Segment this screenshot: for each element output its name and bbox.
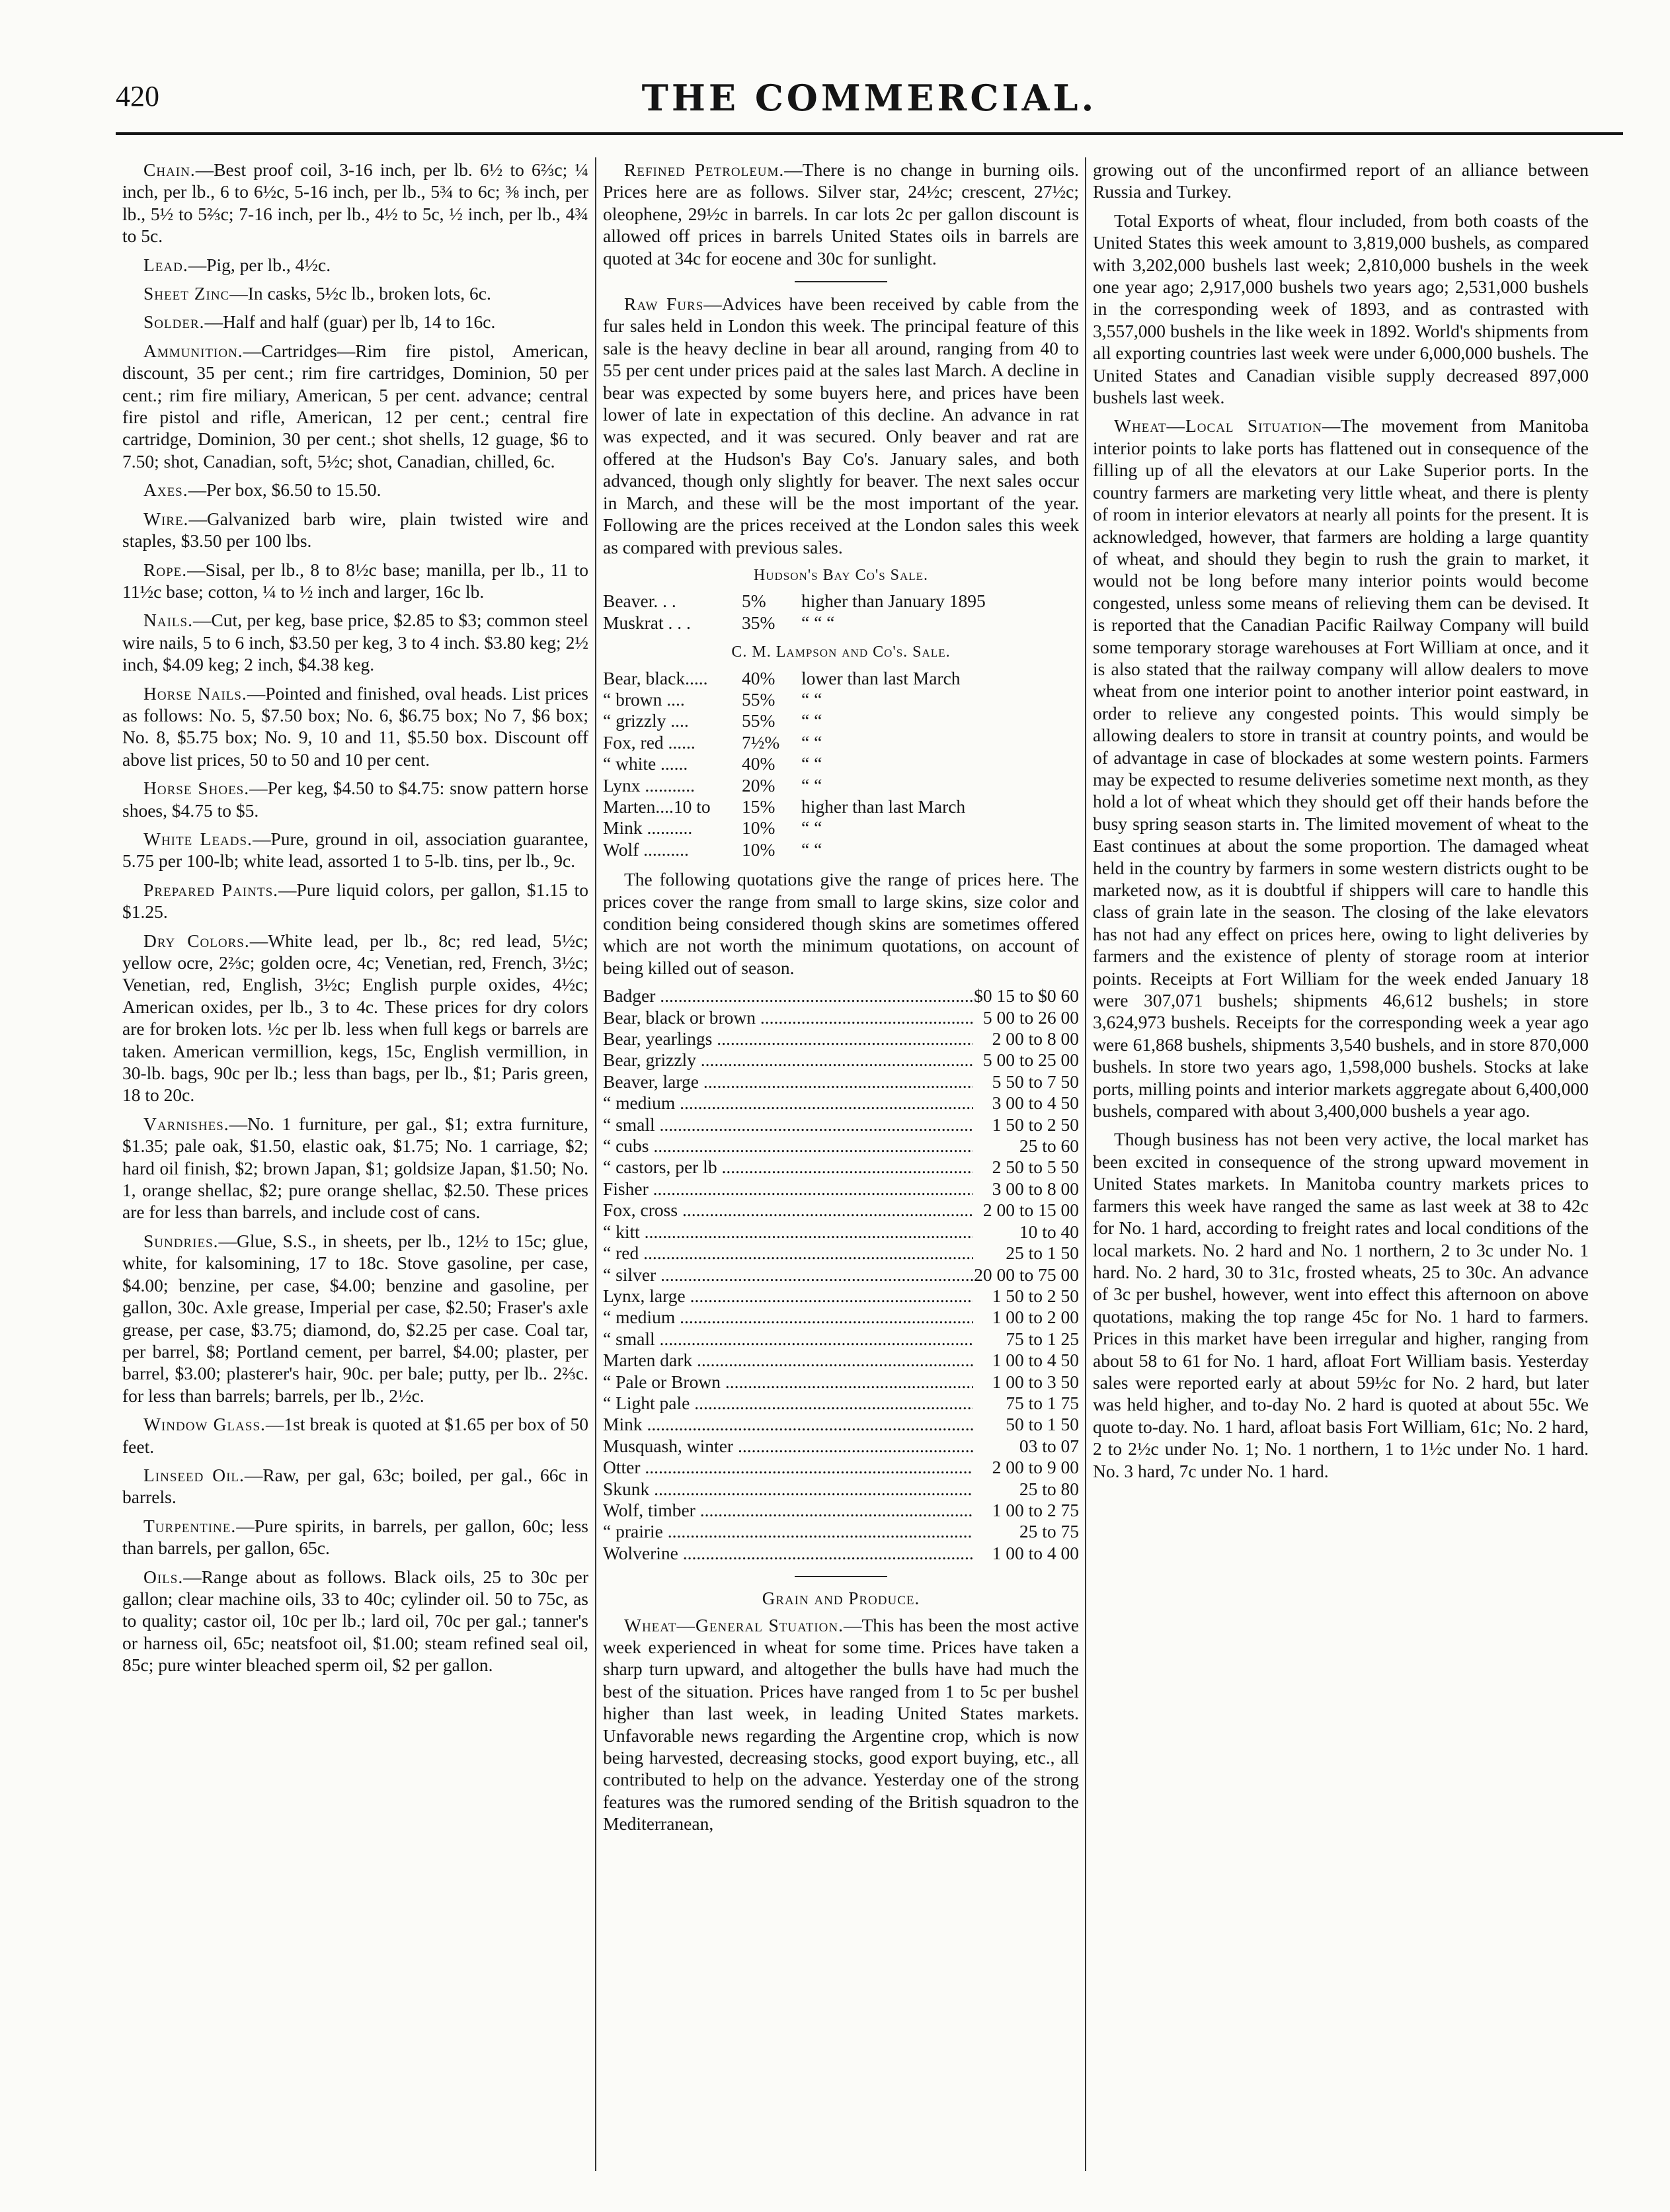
price-row: [603, 1264, 1079, 1286]
lampson-sale-heading: C. M. Lampson and Co's. Sale.: [731, 643, 951, 661]
price-range: 75 to 1 75: [1006, 1392, 1079, 1413]
column-divider: [1085, 157, 1086, 2171]
price-range: 75 to 1 25: [1006, 1328, 1079, 1349]
comparison-note: “ “ “: [801, 612, 835, 633]
paragraph-quotations-intro: The following quotations give the range of prices here. The prices cover the range from small to large skins, size color and condition being considered though skins are sometimes offered which are not worth the minimum quotations, on account of being killed out of season.: [603, 869, 1079, 978]
price-range: 5 00 to 25 00: [982, 1049, 1079, 1071]
paragraph-sundries: Sundries.—Glue, S.S., in sheets, per lb., 12½ to 15c; glue, white, for kalsomining, 17 to 18c. Stove gasoline, per case, $4.00; benzine, per case, $4.00; benzine and gasoline, per gallon, 30c. Axle grease, Imperial per case, $2.50; Fraser's axle grease, per case, $3.75; diamond, do, $2.25 per case. Coal tar, per barrel, $8; Portland cement, per barrel, $4.00; plaster, per barrel, $3.00; plasterer's hair, 90c. per bale; putty, per lb.. 2⅔c. for less than barrels; barrels, per lb., 2½c.: [122, 1230, 588, 1406]
section-divider: [795, 1576, 887, 1577]
price-row: [603, 1221, 1079, 1243]
masthead-title: THE COMMERCIAL.: [641, 77, 1097, 119]
sale-row: [603, 689, 1079, 710]
percent-change: 5%: [742, 591, 766, 612]
fur-name: “ prairie .....: [603, 1521, 973, 1542]
hbc-sale-heading: Hudson's Bay Co's Sale.: [753, 566, 929, 584]
column-furs: [603, 159, 1079, 1842]
price-range: 5 50 to 7 50: [992, 1071, 1079, 1092]
paragraph-horse-shoes: Horse Shoes.—Per keg, $4.50 to $4.75: snow pattern horse shoes, $4.75 to $5.: [122, 778, 588, 821]
comparison-note: lower than last March: [801, 667, 961, 688]
fur-name: Lynx ...........: [603, 774, 696, 796]
price-range: 25 to 75: [1019, 1521, 1079, 1542]
comparison-note: “ “: [801, 753, 822, 774]
paragraph-dry-colors: Dry Colors.—White lead, per lb., 8c; red lead, 5½c; yellow ocre, 2⅔c; golden ocre, 4c; Venetian, red, French, 3½c; Venetian, red, English, 3½c; English purple oxides, 4½c; American oxides, per lb., 3 to 4c. These prices for dry colors are for broken lots. ½c per lb. less when full kegs or barrels are taken. American vermillion, kegs, 15c, English vermillion, in 30-lb. bags, 90c per lb.; less than bags, per lb., $1; Paris green, 18 to 20c.: [122, 930, 588, 1106]
fur-name: “ small .....: [603, 1114, 973, 1135]
percent-change: 10%: [742, 839, 775, 860]
comparison-note: “ “: [801, 774, 822, 796]
paragraph-refined-petroleum: Refined Petroleum.—There is no change in burning oils. Prices here are as follows. Silver star, 24½c; crescent, 27½c; oleophene, 29½c in barrels. In car lots 2c per gallon discount is allowed off prices in barrels United States oils in barrels are quoted at 34c for eocene and 30c for sunlight.: [603, 159, 1079, 268]
page-header: [116, 79, 1623, 126]
sale-row: [603, 668, 1079, 689]
sale-row: [603, 591, 1079, 612]
paragraph-turpentine: Turpentine.—Pure spirits, in barrels, per gallon, 60c; less than barrels, per gallon, 65c.: [122, 1515, 588, 1559]
fur-name: Fox, red ......: [603, 731, 696, 753]
column-hardware-prices: [122, 159, 588, 1683]
price-row: [603, 1521, 1079, 1542]
price-row: [603, 1200, 1079, 1221]
price-range: 1 00 to 3 50: [992, 1371, 1079, 1392]
lampson-sale-table: [603, 668, 1079, 861]
percent-change: 40%: [742, 753, 775, 774]
fur-name: Wolf, timber .....: [603, 1500, 973, 1521]
fur-name: “ medium .....: [603, 1307, 973, 1328]
column-wheat: [1093, 159, 1589, 1489]
fur-name: Bear, yearlings .....: [603, 1028, 973, 1049]
fur-name: Fox, cross .....: [603, 1200, 973, 1221]
price-row: [603, 1329, 1079, 1350]
price-row: [603, 1092, 1079, 1114]
paragraph-white-leads: White Leads.—Pure, ground in oil, association guarantee, 5.75 per 100-lb; white lead, assorted 1 to 5-lb. tins, per lb., 9c.: [122, 828, 588, 872]
price-range: 3 00 to 8 00: [992, 1178, 1079, 1199]
fur-name: Marten....10 to: [603, 796, 711, 817]
fur-name: “ red .....: [603, 1243, 973, 1264]
fur-name: “ grizzly ....: [603, 710, 689, 731]
fur-name: Badger .....: [603, 985, 973, 1006]
price-row: [603, 1543, 1079, 1564]
price-row: [603, 1457, 1079, 1478]
price-range: 1 00 to 4 50: [992, 1350, 1079, 1371]
paragraph-linseed-oil: Linseed Oil.—Raw, per gal, 63c; boiled, per gal., 66c in barrels.: [122, 1464, 588, 1508]
fur-name: Musquash, winter .....: [603, 1436, 973, 1457]
sale-row: [603, 732, 1079, 753]
comparison-note: higher than January 1895: [801, 591, 986, 612]
paragraph-raw-furs: Raw Furs—Advices have been received by cable from the fur sales held in London this week. The principal feature of this sale is the heavy decline in bear all around, ranging from 40 to 55 per cent under prices paid at the sales last March. A decline in bear was expected by some buyers here, and prices have been lower of late in expectation of this decline. An advance in rat was expected, and it was secured. Only beaver and rat are offered at the Hudson's Bay Co's. January sales, and both advanced, though only slightly for beaver. The next sales occur in March, and these will be the most important of the year. Following are the prices received at the London sales this week as compared with previous sales.: [603, 294, 1079, 557]
percent-change: 40%: [742, 667, 775, 688]
percent-change: 55%: [742, 710, 775, 731]
price-range: 2 00 to 9 00: [992, 1457, 1079, 1478]
percent-change: 10%: [742, 817, 775, 839]
price-range: 1 00 to 2 75: [992, 1499, 1079, 1520]
paragraph-rope: Rope.—Sisal, per lb., 8 to 8½c base; manilla, per lb., 11 to 11½c base; cotton, ¼ to ½ inch and larger, 16c lb.: [122, 559, 588, 602]
paragraph-ammunition: Ammunition.—Cartridges—Rim fire pistol, American, discount, 35 per cent.; rim fire cartridges, Dominion, 50 per cent.; rim fire miliary, American, 5 per cent. advance; central fire pistol and rifle, American, 12 per cent.; central fire cartridge, Dominion, 30 per cent.; shot shells, 12 guage, $6 to 7.50; shot, Canadian, soft, 5½c; shot, Canadian, chilled, 6c.: [122, 340, 588, 471]
paragraph-continued: growing out of the unconfirmed report of an alliance between Russia and Turkey.: [1093, 159, 1589, 202]
fur-name: Mink ..........: [603, 817, 693, 839]
sale-row: [603, 612, 1079, 634]
price-range: 1 50 to 2 50: [992, 1285, 1079, 1306]
price-row: [603, 985, 1079, 1006]
hbc-sale-table: [603, 591, 1079, 634]
price-range: 50 to 1 50: [1006, 1414, 1079, 1435]
fur-name: Beaver. . .: [603, 591, 676, 612]
comparison-note: higher than last March: [801, 796, 966, 817]
fur-name: “ silver .....: [603, 1264, 973, 1286]
price-row: [603, 1007, 1079, 1028]
fur-name: Otter .....: [603, 1457, 973, 1478]
price-row: [603, 1135, 1079, 1157]
sale-row: [603, 753, 1079, 774]
paragraph-prepared-paints: Prepared Paints.—Pure liquid colors, per gallon, $1.15 to $1.25.: [122, 879, 588, 922]
paragraph-axes: Axes.—Per box, $6.50 to 15.50.: [143, 479, 381, 501]
paragraph-wire: Wire.—Galvanized barb wire, plain twisted wire and staples, $3.50 per 100 lbs.: [122, 508, 588, 552]
fur-name: “ castors, per lb .....: [603, 1157, 973, 1178]
price-range: 25 to 1 50: [1006, 1243, 1079, 1264]
price-row: [603, 1436, 1079, 1457]
comparison-note: “ “: [801, 710, 822, 731]
fur-name: “ small .....: [603, 1329, 973, 1350]
price-range: 20 00 to 75 00: [974, 1264, 1079, 1285]
price-row: [603, 1157, 1079, 1178]
price-range: 2 00 to 8 00: [992, 1028, 1079, 1049]
percent-change: 55%: [742, 688, 775, 710]
fur-name: Wolf ..........: [603, 839, 689, 860]
fur-name: Muskrat . . .: [603, 612, 691, 633]
price-row: [603, 1372, 1079, 1393]
price-range: 1 00 to 2 00: [992, 1307, 1079, 1328]
price-range: 1 00 to 4 00: [992, 1542, 1079, 1563]
fur-price-table: [603, 985, 1079, 1564]
fur-name: Skunk .....: [603, 1479, 973, 1500]
paragraph-lead: Lead.—Pig, per lb., 4½c.: [143, 254, 331, 275]
percent-change: 15%: [742, 796, 775, 817]
paragraph-chain: Chain.—Best proof coil, 3-16 inch, per lb. 6½ to 6⅔c; ¼ inch, per lb., 6 to 6½c, 5-16 inch, per lb., 5¾ to 6c; ⅜ inch, per lb., 5½ to 5⅔c; 7-16 inch, per lb., 4½ to 5c, ½ inch, per lb., 4¾ to 5c.: [122, 159, 588, 247]
paragraph-total-exports: Total Exports of wheat, flour included, from both coasts of the United States this week amount to 3,819,000 bushels, as compared with 3,202,000 bushels last week; 2,810,000 bushels in the week one year ago; 2,917,000 bushels two years ago; 2,531,000 bushels in the corresponding week of 1893, and as contrasted with 3,557,000 bushels in the like week in 1892. World's shipments from all exporting countries last week were under 6,000,000 bushels. The United States and Canadian visible supply decreased 897,000 bushels last week.: [1093, 210, 1589, 408]
sale-row: [603, 796, 1079, 817]
section-divider: [795, 281, 887, 282]
price-row: [603, 1479, 1079, 1500]
price-row: [603, 1350, 1079, 1371]
paragraph-varnishes: Varnishes.—No. 1 furniture, per gal., $1; extra furniture, $1.35; pale oak, $1.50, elastic oak, $1.75; No. 1 carriage, $2; hard oil finish, $2; brown Japan, $1; goldsize Japan, $1.50; No. 1, orange shellac, $2; pure orange shellac, $2.50. These prices are for less than barrels, and include cost of cans.: [122, 1113, 588, 1223]
fur-name: Mink .....: [603, 1414, 973, 1435]
fur-name: “ cubs .....: [603, 1135, 973, 1157]
sale-row: [603, 839, 1079, 860]
price-range: 25 to 80: [1019, 1478, 1079, 1499]
fur-name: “ Pale or Brown .....: [603, 1372, 973, 1393]
price-range: 03 to 07: [1019, 1435, 1079, 1456]
comparison-note: “ “: [801, 731, 822, 753]
fur-name: “ white ......: [603, 753, 688, 774]
paragraph-solder: Solder.—Half and half (guar) per lb, 14 to 16c.: [143, 311, 496, 333]
fur-name: “ kitt .....: [603, 1221, 973, 1243]
paragraph-oils: Oils.—Range about as follows. Black oils, 25 to 30c per gallon; clear machine oils, 33 to 40c; cylinder oil. 50 to 75c, as to quality; castor oil, 10c per lb.; lard oil, 70c per gal.; tanner's or harness oil, 65c; neatsfoot oil, $1.00; steam refined seal oil, 85c; pure winter bleached sperm oil, $2 per gallon.: [122, 1566, 588, 1676]
paragraph-nails: Nails.—Cut, per keg, base price, $2.85 to $3; common steel wire nails, 5 to 6 inch, $3.50 per keg, 3 to 4 inch. $3.80 keg; 2½ inch, $4.09 keg; 2 inch, $4.38 keg.: [122, 610, 588, 675]
price-range: 2 00 to 15 00: [982, 1200, 1079, 1221]
fur-name: Lynx, large .....: [603, 1286, 973, 1307]
price-range: 5 00 to 26 00: [982, 1006, 1079, 1028]
percent-change: 7½%: [742, 731, 780, 753]
paragraph-sheet-zinc: Sheet Zinc—In casks, 5½c lb., broken lots, 6c.: [143, 283, 491, 304]
paragraph-wheat-local: Wheat—Local Situation—The movement from Manitoba interior points to lake ports has flattened out in consequence of the filling up of all the elevators at our Lake Superior ports. In the country farmers are marketing very little wheat, and there is plenty of room in interior elevators at nearly all points for the present. It is acknowledged, however, that farmers are holding a large quantity of wheat, and should they begin to rush the grain to market, it would not be long before many interior points would become congested, unless some means of relieving them can be devised. It is reported that the Canadian Pacific Railway Company will build some temporary storage warehouses at Fort William at once, and it is also stated that the railway company will allow dealers to move wheat from one interior point to another interior point eastward, in order to relieve any congested points. This would simply be allowing dealers to store in transit at country points, and would be of advantage in case of blockades at some western points. Farmers may be expected to resume deliveries sometime next month, as they hold a lot of wheat which they should get off their hands before the busy spring season starts in. The limited movement of wheat to the East continues at about the some proportion. The damaged wheat held in the country by farmers in some western districts ought to be marketed now, as it is doubtful if shippers will care to handle this class of grain late in the season. The closing of the lake elevators has not had any effect on prices here, owing to light deliveries by farmers and the existence of plenty of storage room at interior points. Receipts at Fort William for the week ended January 18 were 307,071 bushels; shipments 46,612 bushels; in store 3,624,973 bushels. Receipts for the corresponding week a year ago were 61,868 bushels, shipments 3,540 bushels, and in store 870,000 bushels. In store two years ago, 1,598,000 bushels. Stocks at lake ports, milling points and interior markets aggregate about 6,400,000 bushels, compared with about 3,400,000 bushels a year ago.: [1093, 415, 1589, 1122]
price-row: [603, 1071, 1079, 1092]
price-range: 3 00 to 4 50: [992, 1092, 1079, 1114]
price-row: [603, 1307, 1079, 1328]
sale-row: [603, 817, 1079, 839]
fur-name: Fisher .....: [603, 1178, 973, 1200]
price-row: [603, 1178, 1079, 1200]
price-row: [603, 1114, 1079, 1135]
paragraph-horse-nails: Horse Nails.—Pointed and finished, oval heads. List prices as follows: No. 5, $7.50 box; No. 6, $6.75 box; No 7, $6 box; No. 8, $5.75 box; No. 9, 10 and 11, $5.50 box. Discount off above list prices, 50 to 50 and 10 per cent.: [122, 682, 588, 770]
fur-name: “ medium .....: [603, 1092, 973, 1114]
comparison-note: “ “: [801, 688, 822, 710]
price-row: [603, 1243, 1079, 1264]
percent-change: 35%: [742, 612, 775, 633]
percent-change: 20%: [742, 774, 775, 796]
fur-name: Bear, black.....: [603, 667, 708, 688]
page-number: 420: [116, 80, 159, 112]
fur-name: Bear, black or brown .....: [603, 1007, 973, 1028]
column-divider: [595, 157, 596, 2171]
price-row: [603, 1414, 1079, 1435]
fur-name: Marten dark .....: [603, 1350, 973, 1371]
fur-name: Wolverine .....: [603, 1543, 973, 1564]
fur-name: “ Light pale .....: [603, 1393, 973, 1414]
grain-produce-heading: Grain and Produce.: [762, 1588, 920, 1609]
fur-name: Beaver, large .....: [603, 1071, 973, 1092]
price-range: 10 to 40: [1019, 1221, 1079, 1242]
fur-name: Bear, grizzly .....: [603, 1049, 973, 1071]
price-range: 1 50 to 2 50: [992, 1114, 1079, 1135]
comparison-note: “ “: [801, 839, 822, 860]
price-range: 25 to 60: [1019, 1135, 1079, 1157]
price-range: 2 50 to 5 50: [992, 1157, 1079, 1178]
price-row: [603, 1393, 1079, 1414]
price-row: [603, 1500, 1079, 1521]
price-row: [603, 1286, 1079, 1307]
price-range: $0 15 to $0 60: [974, 985, 1079, 1006]
header-rule: [116, 132, 1623, 135]
sale-row: [603, 710, 1079, 731]
paragraph-wheat-general: Wheat—General Stuation.—This has been the most active week experienced in wheat for some time. Prices have taken a sharp turn upward, and altogether the bulls have had much the best of the situation. Prices have ranged from 1 to 5c per bushel higher than last week, in leading United States markets. Unfavorable news regarding the Argentine crop, which is now being harvested, decreasing stocks, good export buying, etc., all contributed to help on the advance. Yesterday one of the strong features was the rumored sending of the British squadron to the Mediterranean,: [603, 1614, 1080, 1834]
sale-row: [603, 775, 1079, 796]
paragraph-window-glass: Window Glass.—1st break is quoted at $1.65 per box of 50 feet.: [122, 1414, 589, 1457]
comparison-note: “ “: [801, 817, 822, 839]
paragraph-local-market: Though business has not been very active, the local market has been excited in consequence of the strong upward movement in United States markets. In Manitoba country markets prices to farmers this week have ranged the same as last week at 38 to 42c for No. 1 hard, according to freight rates and local conditions of the local markets. No. 2 hard and No. 1 northern, 2 to 3c under No. 1 hard. No. 2 hard, 30 to 31c, frosted wheats, 25 to 30c. An advance of 3c per bushel, however, went into effect this afternoon on above quotations, making the top range 45c for No. 1 hard to farmers. Prices in this market have been irregular and higher, ranging from about 58 to 61 for No. 1 hard, afloat Fort William basis. Yesterday sales were reported early at about 59½c for No. 2 hard, but later was held higher, and to-day No. 2 hard is quoted at about 55c. We quote to-day. No. 1 hard, afloat basis Fort William, 61c; No. 2 hard, 2 to 2½c under No. 1; No. 1 northern, 1 to 1½c under No. 1 hard. No. 3 hard, 7c under No. 1 hard.: [1093, 1129, 1589, 1481]
price-row: [603, 1028, 1079, 1049]
fur-name: “ brown ....: [603, 688, 685, 710]
price-row: [603, 1049, 1079, 1071]
